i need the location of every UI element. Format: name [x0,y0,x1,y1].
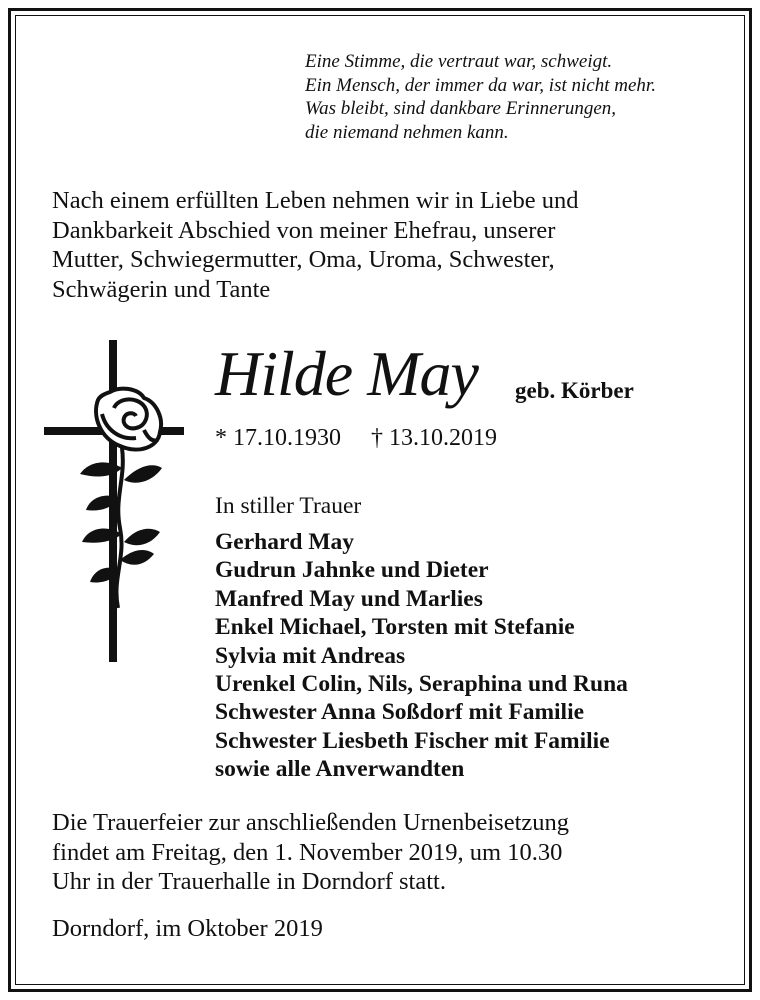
poem-line: Eine Stimme, die vertraut war, schweigt. [305,51,613,72]
service-line: Die Trauerfeier zur anschließenden Urnenbeisetzung [52,809,570,836]
service-line: findet am Freitag, den 1. November 2019, um 10.30 [52,838,563,866]
life-dates [215,424,497,452]
poem-line: die niemand nehmen kann. [305,121,509,143]
mourner-entry: Manfred May und Marlies [215,585,483,612]
mourning-label: In stiller Trauer [215,493,362,519]
cross-with-rose-icon [40,338,190,668]
poem-line: Ein Mensch, der immer da war, ist nicht mehr. [305,74,656,96]
mourner-entry: Enkel Michael, Torsten mit Stefanie [215,614,575,641]
maiden-name: geb. Körber [515,378,634,403]
mourner-entry: Gerhard May [215,529,355,555]
intro-line: Mutter, Schwiegermutter, Oma, Uroma, Schwester, [52,246,555,273]
intro-line: Nach einem erfüllten Leben nehmen wir in Liebe und [52,187,579,214]
mourners-list [215,528,735,784]
poem-line: Was bleibt, sind dankbare Erinnerungen, [305,98,617,119]
birth-date: * 17.10.1930 [215,425,341,451]
mourner-entry: sowie alle Anverwandten [215,756,465,783]
intro-line: Schwägerin und Tante [52,275,271,303]
mourner-entry: Gudrun Jahnke und Dieter [215,557,489,584]
death-date: † 13.10.2019 [371,425,497,451]
mourner-entry: Urenkel Colin, Nils, Seraphina und Runa [215,671,628,698]
service-line: Uhr in der Trauerhalle in Dorndorf statt. [52,868,446,895]
intro-text [52,186,732,304]
mourner-entry: Schwester Liesbeth Fischer mit Familie [215,727,610,754]
mourner-entry: Sylvia mit Andreas [215,642,406,669]
poem [305,50,725,144]
place-and-date: Dorndorf, im Oktober 2019 [52,915,323,942]
intro-line: Dankbarkeit Abschied von meiner Ehefrau, unserer [52,216,556,244]
mourner-entry: Schwester Anna Soßdorf mit Familie [215,699,585,726]
deceased-name: Hilde May [215,338,478,409]
service-details [52,808,732,897]
